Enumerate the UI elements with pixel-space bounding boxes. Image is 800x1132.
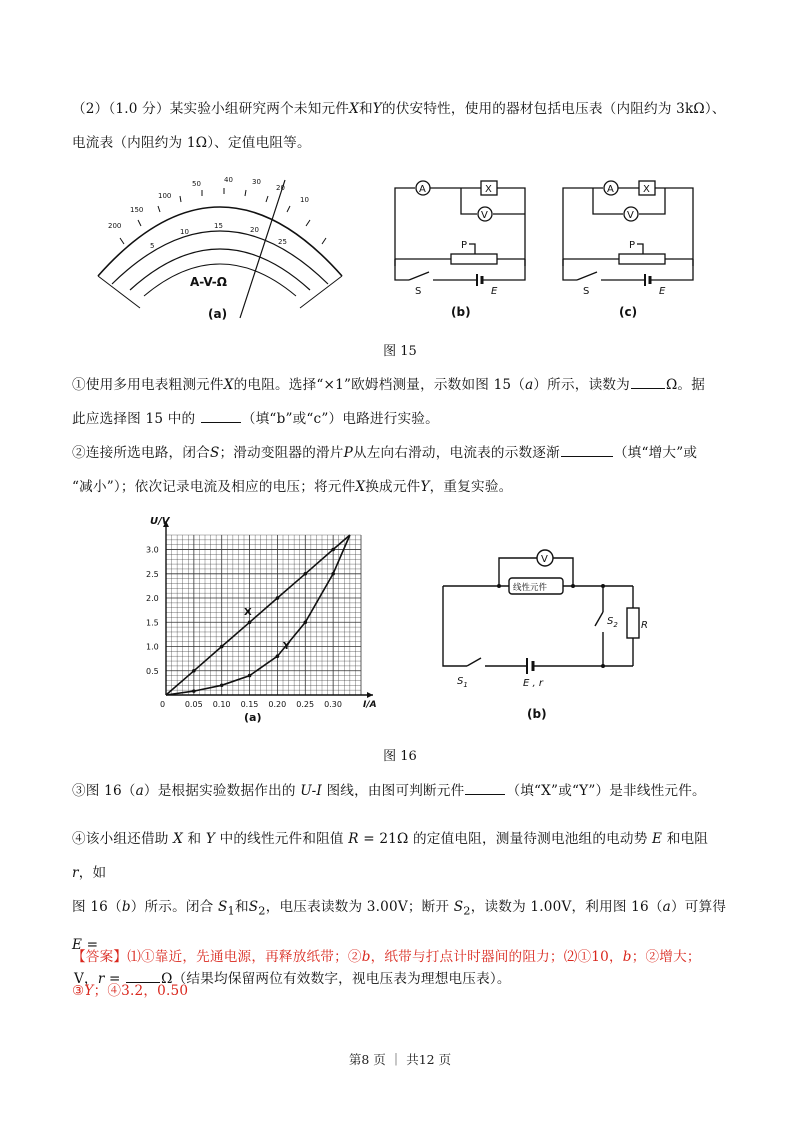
data-point-x <box>248 620 252 624</box>
multimeter-dial-figure <box>80 168 360 328</box>
slider-label-c: P <box>629 240 636 251</box>
ohm-tick-10: 10 <box>300 196 309 204</box>
v-tick-20: 20 <box>250 226 259 234</box>
x-tick-label: 0 <box>160 700 166 709</box>
data-point-y <box>192 689 196 693</box>
circuit-16b-figure <box>435 540 650 725</box>
answer-blank-reading[interactable] <box>631 372 665 389</box>
ohm-tick-200: 200 <box>108 222 122 230</box>
data-point-y <box>331 572 335 576</box>
data-point-x <box>331 548 335 552</box>
fig15-panel-c-label: (c) <box>619 305 638 319</box>
x-tick-label: 0.15 <box>240 700 259 709</box>
question-intro: （2）（1.0 分）某实验小组研究两个未知元件X和Y的伏安特性，使用的器材包括电压表（内阻约为 3kΩ）、 电流表（内阻约为 1Ω）、定值电阻等。 <box>72 101 726 151</box>
fig16-panel-a-label: (a) <box>244 711 262 724</box>
ohm-tick-20: 20 <box>276 184 285 192</box>
series-label-x: X <box>244 607 252 618</box>
answer-blank-circuit[interactable] <box>201 406 241 423</box>
element-x-label-b: X <box>485 184 492 195</box>
question-2: ②连接所选电路，闭合S；滑动变阻器的滑片P从左向右滑动，电流表的示数逐渐 （填“增大”或 “减小”）；依次记录电流及相应的电压；将元件X换成元件Y，重复实验。 <box>72 436 732 504</box>
y-tick-label: 0.5 <box>146 666 159 676</box>
fig15-panel-b-label: (b) <box>451 305 471 319</box>
data-point-x <box>220 645 224 649</box>
meter-label: A-V-Ω <box>190 275 227 289</box>
series-label-y: Y <box>283 640 291 652</box>
question-4: ④该小组还借助 X 和 Y 中的线性元件和阻值 R = 21Ω 的定值电阻，测量待测电池组的电动势 E 和电阻 r，如 图 16（b）所示。闭合 $S_1$和$S_2$，电压表读数为 3.00V；断开 $S_2$，读数为 1.00V，利用图 16（a）可算得 E = V，r = Ω（结果均保留两位有效数字，视电压表为理想电压表）。 <box>72 831 727 987</box>
battery-label-c: E <box>659 286 666 297</box>
y-tick-label: 1.0 <box>146 642 159 652</box>
battery-label-16b: E , r <box>523 678 543 689</box>
battery-label-b: E <box>491 286 498 297</box>
y-tick-label: 2.5 <box>146 569 159 579</box>
ohm-tick-50: 50 <box>192 180 201 188</box>
v-tick-25: 25 <box>278 238 287 246</box>
v-tick-5: 5 <box>150 242 155 250</box>
data-point-y <box>248 674 252 678</box>
switch2-label: $S_2$ <box>607 616 618 629</box>
answer-blank-trend[interactable] <box>561 440 613 457</box>
x-tick-label: 0.30 <box>324 700 342 709</box>
element-x-label-c: X <box>643 184 650 195</box>
y-tick-label: 3.0 <box>146 545 159 555</box>
data-point-y <box>220 684 224 688</box>
switch1-label: $S_1$ <box>457 676 468 689</box>
ohm-tick-150: 150 <box>130 206 144 214</box>
data-point-x <box>192 669 196 673</box>
resistor-label: R <box>641 620 648 631</box>
voltmeter-label-c: V <box>627 210 634 221</box>
voltmeter-label-b: V <box>481 210 488 221</box>
y-axis-label: U/V <box>150 516 170 527</box>
data-point-x <box>276 596 280 600</box>
answer-block: 【答案】⑴①靠近，先通电源，再释放纸带；②b，纸带与打点计时器间的阻力；⑵①10，b；②增大； ③Y；④3.2，0.50 <box>72 949 701 999</box>
figure16-caption: 图 16 <box>383 749 417 764</box>
x-tick-label: 0.20 <box>268 700 287 709</box>
question-3: ③图 16（a）是根据实验数据作出的 U-I 图线，由图可判断元件 （填“X”或“Y”）是非线性元件。 <box>72 774 732 808</box>
switch-label-b: S <box>415 286 422 297</box>
v-tick-15: 15 <box>214 222 223 230</box>
data-point-x <box>303 572 307 576</box>
ohm-tick-100: 100 <box>158 192 172 200</box>
ohm-tick-40: 40 <box>224 176 233 184</box>
fig15-panel-a-label: (a) <box>208 307 228 321</box>
data-point-y <box>276 654 280 658</box>
x-axis-arrow <box>367 692 373 698</box>
data-point-y <box>303 620 307 624</box>
question-1: ①使用多用电表粗测元件X的电阻。选择“×1”欧姆档测量，示数如图 15（a）所示，读数为 Ω。据 此应选择图 15 中的 （填“b”或“c”）电路进行实验。 <box>72 368 732 436</box>
circuit-b-figure <box>385 170 545 320</box>
x-tick-label: 0.05 <box>184 700 203 709</box>
y-tick-label: 2.0 <box>146 594 159 604</box>
voltmeter-label-16b: V <box>541 554 548 565</box>
circuit-c-figure <box>553 170 713 320</box>
x-tick-label: 0.10 <box>212 700 231 709</box>
fig16-panel-b-label: (b) <box>527 707 547 721</box>
page-footer: 第8 页 ｜ 共12 页 <box>348 1052 452 1067</box>
ui-chart <box>140 510 390 725</box>
switch-label-c: S <box>583 286 590 297</box>
y-tick-label: 1.5 <box>146 618 159 628</box>
x-tick-label: 0.25 <box>296 700 315 709</box>
ohm-tick-30: 30 <box>252 178 261 186</box>
linear-element-label: 线性元件 <box>513 583 548 593</box>
answer-blank-nonlinear[interactable] <box>465 778 505 795</box>
x-axis-label: I/A <box>363 700 377 710</box>
ammeter-label-c: A <box>607 184 614 195</box>
v-tick-10: 10 <box>180 228 189 236</box>
slider-label-b: P <box>461 240 468 251</box>
ammeter-label-b: A <box>419 184 426 195</box>
figure15-caption: 图 15 <box>383 344 417 359</box>
